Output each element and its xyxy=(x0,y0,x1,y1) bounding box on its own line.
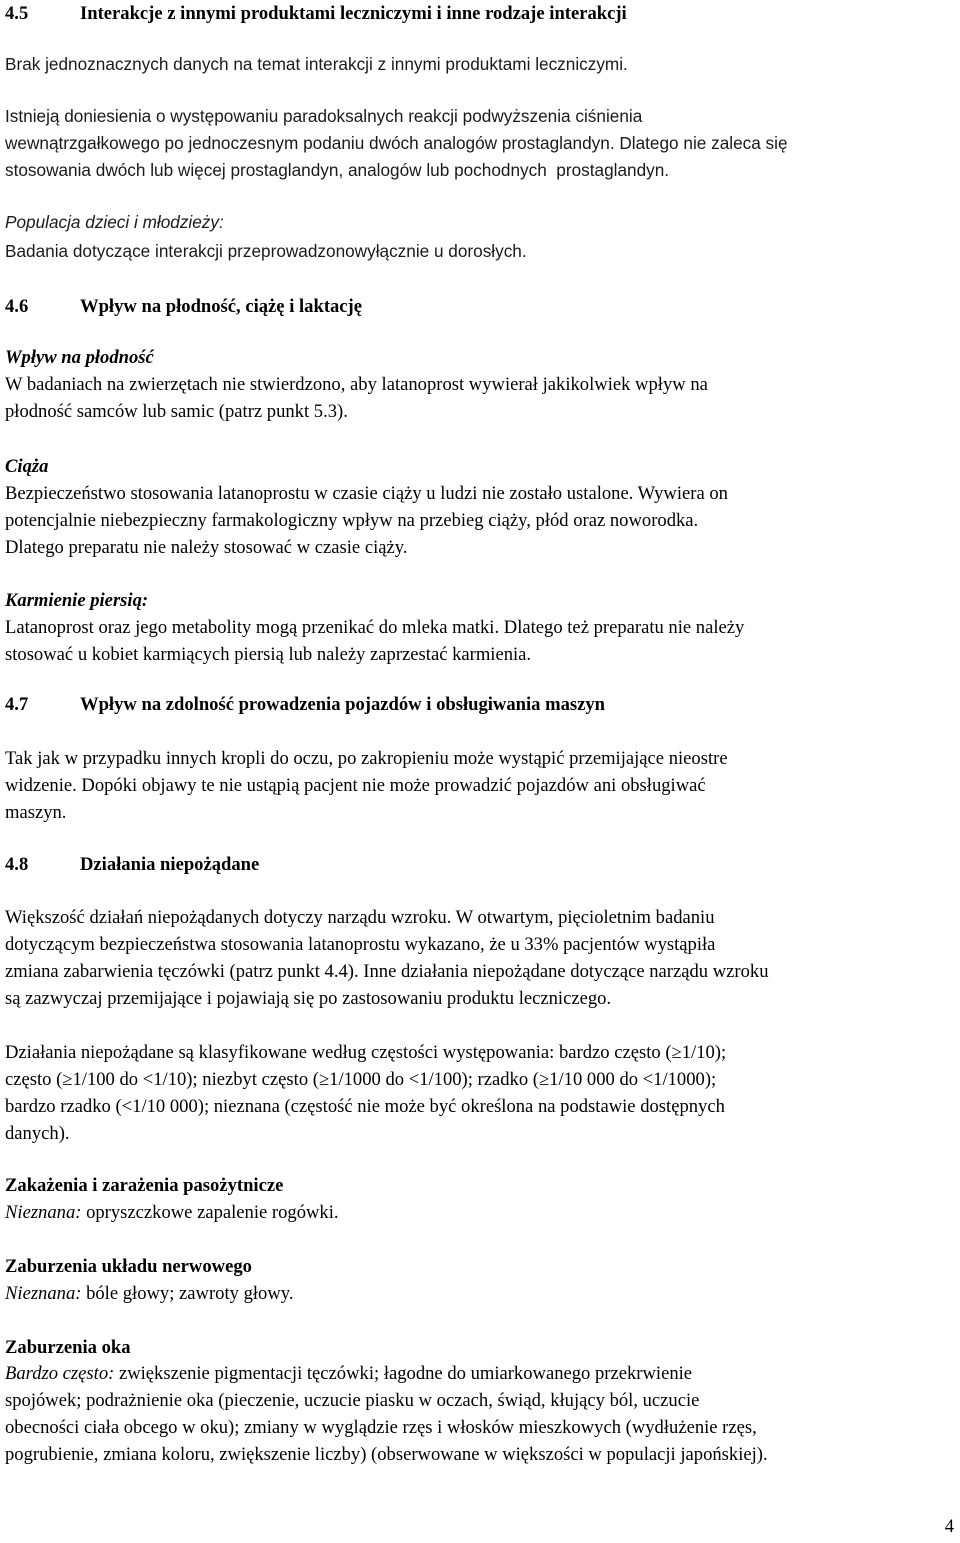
frequency-line-2: często (≥1/100 do <1/10); niezbyt często (≥1/1000 do <1/100); rzadko (≥1/10 000 do <1/1000); xyxy=(5,1069,717,1090)
breastfeeding-heading: Karmienie piersią: xyxy=(5,590,149,611)
nervous-heading: Zaburzenia układu nerwowego xyxy=(5,1256,252,1277)
nervous-line xyxy=(5,1280,294,1307)
eye-line-4: pogrubienie, zmiana koloru, zwiększenie liczby) (obserwowane w większości w populacji japońskiej). xyxy=(5,1444,768,1465)
nervous-text: bóle głowy; zawroty głowy. xyxy=(81,1283,294,1304)
pregnancy-line-1: Bezpieczeństwo stosowania latanoprostu w czasie ciąży u ludzi nie zostało ustalone. Wywiera on xyxy=(5,483,728,504)
eye-line-1 xyxy=(5,1360,692,1387)
pediatric-population-heading: Populacja dzieci i młodzieży: xyxy=(5,212,224,232)
section-4-6-title: Wpływ na płodność, ciążę i laktację xyxy=(80,296,363,317)
frequency-line-3: bardzo rzadko (<1/10 000); nieznana (częstość nie może być określona na podstawie dostępnych xyxy=(5,1096,725,1117)
adverse-intro-line-4: są zazwyczaj przemijające i pojawiają się po zastosowaniu produktu leczniczego. xyxy=(5,988,612,1009)
paragraph-paradox-line-2: wewnątrzgałkowego po jednoczesnym podaniu dwóch analogów prostaglandyn. Dlatego nie zaleca się xyxy=(5,133,788,153)
fertility-heading: Wpływ na płodność xyxy=(5,347,154,368)
pregnancy-line-3: Dlatego preparatu nie należy stosować w czasie ciąży. xyxy=(5,537,408,558)
adverse-intro-line-1: Większość działań niepożądanych dotyczy narządu wzroku. W otwartym, pięcioletnim badaniu xyxy=(5,907,715,928)
paragraph-paradox-line-1: Istnieją doniesienia o występowaniu paradoksalnych reakcji podwyższenia ciśnienia xyxy=(5,106,643,126)
section-4-5-number: 4.5 xyxy=(5,3,29,24)
frequency-line-4: danych). xyxy=(5,1123,70,1144)
section-4-7-title: Wpływ na zdolność prowadzenia pojazdów i obsługiwania maszyn xyxy=(80,694,606,715)
pregnancy-heading: Ciąża xyxy=(5,456,49,477)
pregnancy-line-2: potencjalnie niebezpieczny farmakologiczny wpływ na przebieg ciąży, płód oraz noworodka. xyxy=(5,510,699,531)
driving-line-3: maszyn. xyxy=(5,802,67,823)
eye-frequency: Bardzo często: xyxy=(5,1363,115,1384)
section-4-7-number: 4.7 xyxy=(5,694,29,715)
fertility-line-2: płodność samców lub samic (patrz punkt 5.3). xyxy=(5,401,348,422)
fertility-line-1: W badaniach na zwierzętach nie stwierdzono, aby latanoprost wywierał jakikolwiek wpływ na xyxy=(5,374,708,395)
driving-line-1: Tak jak w przypadku innych kropli do oczu, po zakropieniu może wystąpić przemijające nieostre xyxy=(5,748,728,769)
infections-line xyxy=(5,1199,339,1226)
eye-line-2: spojówek; podrażnienie oka (pieczenie, uczucie piasku w oczach, świąd, kłujący ból, uczucie xyxy=(5,1390,700,1411)
section-4-8-number: 4.8 xyxy=(5,854,29,875)
breastfeeding-line-1: Latanoprost oraz jego metabolity mogą przenikać do mleka matki. Dlatego też preparatu nie należy xyxy=(5,617,745,638)
eye-heading: Zaburzenia oka xyxy=(5,1337,131,1358)
driving-line-2: widzenie. Dopóki objawy te nie ustąpią pacjent nie może prowadzić pojazdów ani obsługiwać xyxy=(5,775,706,796)
eye-text-1: zwiększenie pigmentacji tęczówki; łagodne do umiarkowanego przekrwienie xyxy=(114,1363,693,1384)
paragraph-no-data: Brak jednoznacznych danych na temat interakcji z innymi produktami leczniczymi. xyxy=(5,54,628,74)
section-4-8-title: Działania niepożądane xyxy=(80,854,260,875)
nervous-frequency: Nieznana: xyxy=(5,1283,82,1304)
eye-line-3: obecności ciała obcego w oku); zmiany w wyglądzie rzęs i włosków mieszkowych (wydłużenie rzęs, xyxy=(5,1417,757,1438)
section-4-5-title: Interakcje z innymi produktami leczniczymi i inne rodzaje interakcji xyxy=(80,3,627,24)
paragraph-paradox-line-3: stosowania dwóch lub więcej prostaglandyn, analogów lub pochodnych prostaglandyn. xyxy=(5,160,670,180)
pediatric-population-text: Badania dotyczące interakcji przeprowadzonowyłącznie u dorosłych. xyxy=(5,241,527,261)
infections-frequency: Nieznana: xyxy=(5,1202,82,1223)
page-number: 4 xyxy=(944,1516,954,1537)
infections-text: opryszczkowe zapalenie rogówki. xyxy=(81,1202,339,1223)
infections-heading: Zakażenia i zarażenia pasożytnicze xyxy=(5,1175,284,1196)
breastfeeding-line-2: stosować u kobiet karmiących piersią lub należy zaprzestać karmienia. xyxy=(5,644,532,665)
adverse-intro-line-3: zmiana zabarwienia tęczówki (patrz punkt 4.4). Inne działania niepożądane dotyczące narządu wzroku xyxy=(5,961,769,982)
section-4-6-number: 4.6 xyxy=(5,296,29,317)
adverse-intro-line-2: dotyczącym bezpieczeństwa stosowania latanoprostu wykazano, że u 33% pacjentów wystąpiła xyxy=(5,934,716,955)
frequency-line-1: Działania niepożądane są klasyfikowane według częstości występowania: bardzo często (≥1/10); xyxy=(5,1042,727,1063)
